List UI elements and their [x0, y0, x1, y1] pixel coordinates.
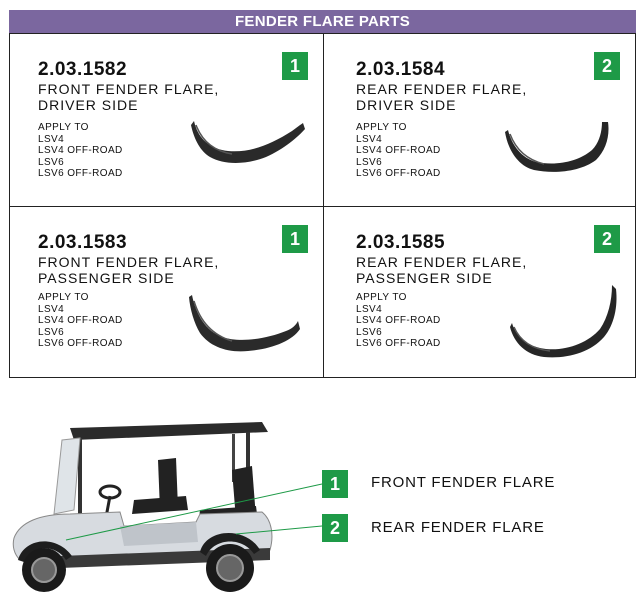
- apply-to-list: APPLY TO LSV4 LSV4 OFF-ROAD LSV6 LSV6 OFF-ROAD: [38, 122, 123, 179]
- page-title: FENDER FLARE PARTS: [9, 10, 636, 33]
- part-number: 2.03.1583: [38, 232, 128, 253]
- position-badge: 1: [282, 225, 308, 253]
- legend-label-rear: REAR FENDER FLARE: [371, 519, 545, 536]
- legend-badge-rear: 2: [322, 514, 348, 542]
- part-number: 2.03.1582: [38, 59, 128, 80]
- apply-to-list: APPLY TO LSV4 LSV4 OFF-ROAD LSV6 LSV6 OFF-ROAD: [356, 292, 441, 349]
- position-badge: 2: [594, 225, 620, 253]
- part-description: REAR FENDER FLARE, DRIVER SIDE: [356, 81, 528, 113]
- legend-label-front: FRONT FENDER FLARE: [371, 474, 556, 491]
- part-description: REAR FENDER FLARE, PASSENGER SIDE: [356, 254, 528, 286]
- apply-to-list: APPLY TO LSV4 LSV4 OFF-ROAD LSV6 LSV6 OFF-ROAD: [38, 292, 123, 349]
- part-number: 2.03.1584: [356, 59, 446, 80]
- part-description: FRONT FENDER FLARE, PASSENGER SIDE: [38, 254, 220, 286]
- position-badge: 1: [282, 52, 308, 80]
- position-badge: 2: [594, 52, 620, 80]
- apply-to-list: APPLY TO LSV4 LSV4 OFF-ROAD LSV6 LSV6 OFF-ROAD: [356, 122, 441, 179]
- part-description: FRONT FENDER FLARE, DRIVER SIDE: [38, 81, 220, 113]
- legend-badge-front: 1: [322, 470, 348, 498]
- part-number: 2.03.1585: [356, 232, 446, 253]
